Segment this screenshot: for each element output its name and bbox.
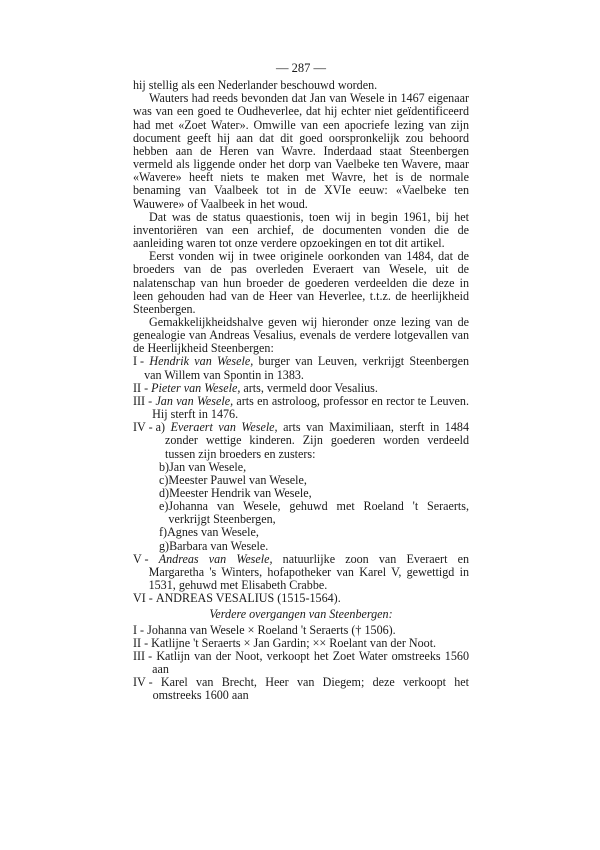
sibling-item <box>159 461 469 474</box>
transfer-text <box>152 650 469 676</box>
entry-number: I - <box>133 354 145 369</box>
entry-body <box>144 355 469 381</box>
siblings-list <box>133 461 469 553</box>
sibling-text: Johanna van Wesele, gehuwd met Roeland 't Seraerts, verkrijgt Steenbergen, <box>168 499 469 527</box>
entry-number: II - <box>133 380 149 395</box>
entry-number: V - <box>133 551 149 566</box>
paragraph-0: hij stellig als een Nederlander beschouwd worden. <box>133 78 378 93</box>
sibling-text: Barbara van Wesele. <box>169 538 269 553</box>
genealogy-entry <box>133 592 469 605</box>
entry-name: Everaert van Wesele, <box>170 420 278 435</box>
transfer-number: I - <box>133 622 145 637</box>
sibling-letter: f) <box>159 525 168 540</box>
entry-number: III - <box>133 393 153 408</box>
entry-number: VI - <box>133 591 153 606</box>
sibling-text: Meester Hendrik van Wesele, <box>169 486 312 500</box>
genealogy-entry <box>133 421 469 460</box>
sibling-item <box>159 526 469 539</box>
entry-text: arts van Maximiliaan, sterft in 1484 zonder wettige kinderen. Zijn goederen worden verdeeld tussen zijn broeders en zusters: <box>165 420 469 461</box>
paragraph-3: Eerst vonden wij in twee originele oorkonden van 1484, dat de broeders van de pas overleden Everaert van Wesele, uit de nalatenschap van hun broeder de goederen verdeelden die deze in leen gehouden had van de Heer van Heverlee, t.t.z. de heerlijkheid Steenbergen. <box>133 249 469 316</box>
sibling-letter: g) <box>159 538 170 553</box>
paragraph-4: Gemakkelijkheidshalve geven wij hieronder onze lezing van de genealogie van Andreas Vesalius, evenals de verdere lotgevallen van de Heerlijkheid Steenbergen: <box>133 314 469 356</box>
transfer-text-value: Johanna van Wesele × Roeland 't Seraerts († 1506). <box>147 622 396 637</box>
transfer-text-value: Karel van Brecht, Heer van Diegem; deze verkoopt het omstreeks 1600 aan <box>152 675 470 703</box>
sibling-text: Agnes van Wesele, <box>167 525 259 540</box>
entry-number: IV - a) <box>133 420 166 435</box>
paragraph-2: Dat was de status quaestionis, toen wij in begin 1961, bij het inventoriëren van een archief, de documenten vonden die de aanleiding waren tot onze verdere opzoekingen en tot dit artikel. <box>133 209 469 251</box>
entry-body <box>149 553 469 592</box>
transfer-text <box>153 676 469 702</box>
transfer-text-value: Katlijne 't Seraerts × Jan Gardin; ×× Roelant van der Noot. <box>151 635 437 650</box>
transfer-number: IV - <box>133 675 153 690</box>
transfer-number: II - <box>133 635 149 650</box>
sibling-letter: b) <box>159 459 170 474</box>
sibling-letter: d) <box>159 486 170 500</box>
section-heading: Verdere overgangen van Steenbergen: <box>209 607 393 622</box>
entry-text: burger van Leuven, verkrijgt Steenbergen van Willem van Spontin in 1383. <box>144 354 469 382</box>
genealogy-entry <box>133 395 469 421</box>
genealogy-entry <box>133 553 469 592</box>
sibling-text: Jan van Wesele, <box>169 459 247 474</box>
sibling-item <box>159 500 469 526</box>
entry-text: arts en astroloog, professor en rector te Leuven. Hij sterft in 1476. <box>152 393 469 422</box>
sibling-letter: e) <box>159 499 169 514</box>
sibling-text: Meester Pauwel van Wesele, <box>168 472 307 487</box>
paragraph-1: Wauters had reeds bevonden dat Jan van Wesele in 1467 eigenaar was van een goed te Oudheverlee, dat hij echter niet geïdentificeerd had met «Zoet Water». Omwille van een apocriefe lezing van zijn document geeft hij aan dat dit goed oorspronkelijk zou behoord hebben aan de Heren van Wavre. Inderdaad staat Steenbergen vermeld als liggende onder het dorp van Vaelbeke ten Wavere, maar «Wavere» heeft niets te maken met Wavre, het is de normale benaming van Vaalbeek tot in de XVIe eeuw: «Vaelbeke ten Wauwere» of Vaalbeek in het woud. <box>133 91 469 211</box>
entry-text: natuurlijke zoon van Everaert en Margaretha 's Winters, hofapotheker van Karel V, gewettigd in 1531, gehuwd met Elisabeth Crabbe. <box>148 551 469 593</box>
page-number: — 287 — <box>276 61 326 75</box>
text-block <box>133 62 469 703</box>
entry-name: Jan van Wesele, <box>155 393 234 408</box>
entry-name: Andreas van Wesele, <box>158 551 273 566</box>
transfer-entry <box>133 650 469 676</box>
entry-name: Pieter van Wesele, <box>151 380 241 395</box>
genealogy-entry <box>133 355 469 381</box>
transfer-text-value: Katlijn van der Noot, verkoopt het Zoet Water omstreeks 1560 aan <box>152 648 469 677</box>
entry-body <box>165 421 469 460</box>
entry-text: ANDREAS VESALIUS (1515-1564). <box>155 591 341 606</box>
transfer-entry <box>133 676 469 702</box>
transfer-number: III - <box>133 648 153 663</box>
entry-body <box>152 395 469 421</box>
entry-body <box>153 592 469 605</box>
entry-text: arts, vermeld door Vesalius. <box>243 380 378 395</box>
sibling-letter: c) <box>159 472 169 487</box>
entry-name: Hendrik van Wesele, <box>149 354 254 369</box>
